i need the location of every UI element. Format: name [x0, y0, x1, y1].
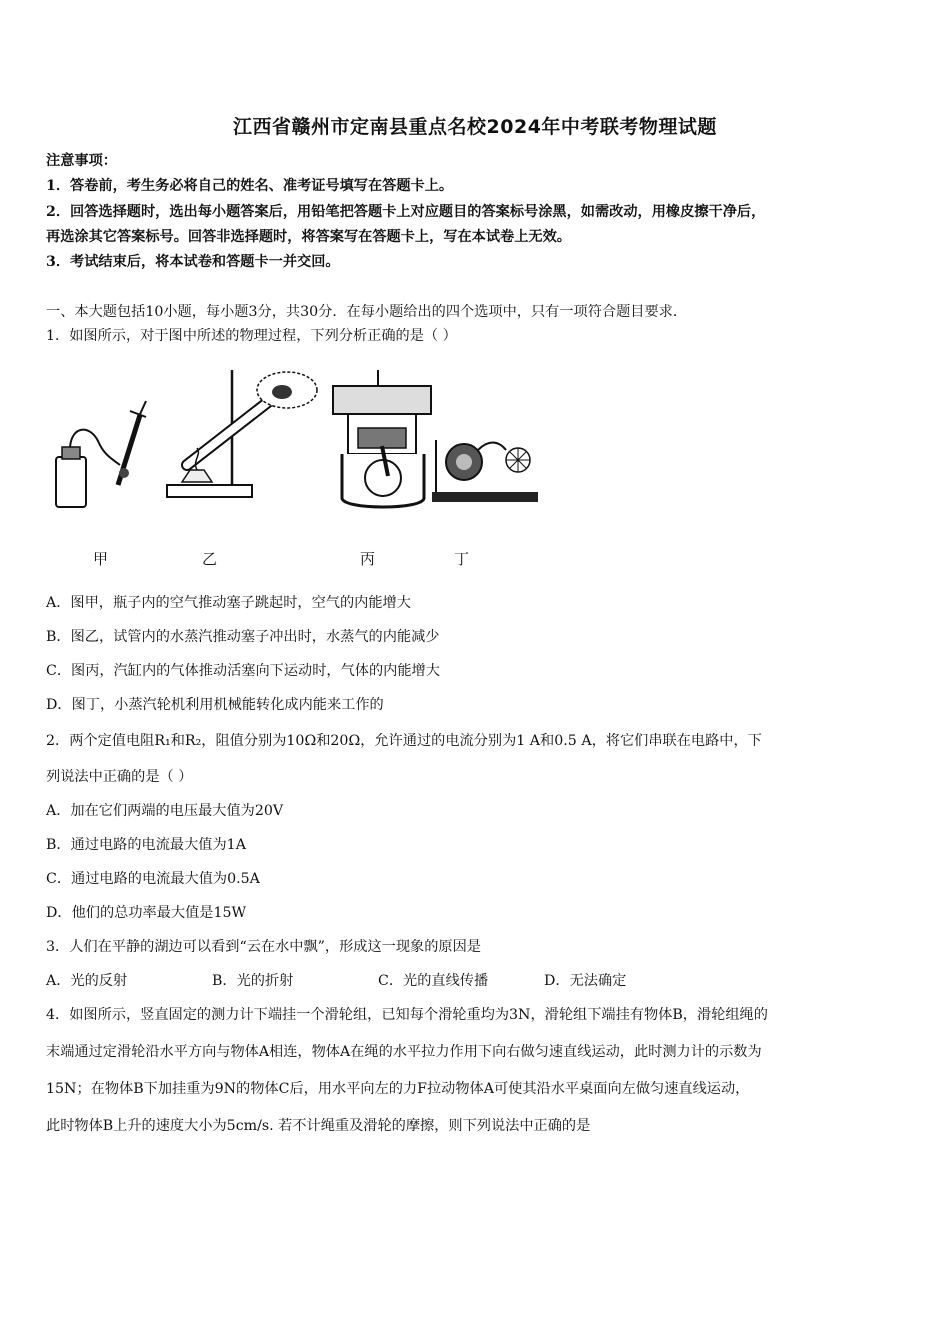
q1-option: B．图乙，试管内的水蒸汽推动塞子冲出时，水蒸气的内能减少 [46, 629, 440, 645]
q1-option: C．图丙，汽缸内的气体推动活塞向下运动时，气体的内能增大 [46, 663, 440, 679]
figure-bing-engine [328, 368, 438, 513]
q2-option: C．通过电路的电流最大值为0.5A [46, 871, 260, 887]
page-title: 江西省赣州市定南县重点名校2024年中考联考物理试题 [233, 116, 717, 138]
question-2-stem: 2．两个定值电阻R₁和R₂，阻值分别为10Ω和20Ω，允许通过的电流分别为1 A和0.5 A，将它们串联在电路中，下 [46, 733, 762, 749]
q3-options [46, 972, 910, 990]
question-1-stem: 1．如图所示，对于图中所述的物理过程，下列分析正确的是（ ） [46, 328, 457, 344]
figure-yi-test-tube [162, 360, 332, 510]
question-2-stem: 列说法中正确的是（ ） [46, 769, 193, 785]
q1-option: A．图甲，瓶子内的空气推动塞子跳起时，空气的内能增大 [46, 595, 411, 611]
q2-option: A．加在它们两端的电压最大值为20V [46, 803, 284, 819]
question-4-line: 此时物体B上升的速度大小为5cm/s. 若不计绳重及滑轮的摩擦，则下列说法中正确的是 [46, 1118, 591, 1134]
figure-label-bing: 丙 [360, 550, 376, 568]
section-heading: 一、本大题包括10小题，每小题3分，共30分．在每小题给出的四个选项中，只有一项符合题目要求． [46, 304, 688, 320]
q3-option: A．光的反射 [46, 973, 128, 989]
figure-label-ding: 丁 [454, 550, 470, 568]
question-4-line: 末端通过定滑轮沿水平方向与物体A相连，物体A在绳的水平拉力作用下向右做匀速直线运动，此时测力计的示数为 [46, 1044, 762, 1060]
figure-jia-bottle-pump [50, 395, 160, 515]
notice-item: 2．回答选择题时，选出每小题答案后，用铅笔把答题卡上对应题目的答案标号涂黑，如需改动，用橡皮擦干净后， [46, 204, 766, 220]
q2-option: D．他们的总功率最大值是15W [46, 905, 247, 921]
q1-option: D．图丁，小蒸汽轮机利用机械能转化成内能来工作的 [46, 697, 384, 713]
q3-option: D．无法确定 [544, 973, 627, 989]
q2-option: B．通过电路的电流最大值为1A [46, 837, 246, 853]
notice-heading: 注意事项： [46, 153, 117, 169]
q3-option: B．光的折射 [212, 973, 294, 989]
question-4-line: 15N；在物体B下加挂重为9N的物体C后，用水平向左的力F拉动物体A可使其沿水平桌面向左做匀速直线运动， [46, 1081, 750, 1097]
figure-label-jia: 甲 [93, 550, 109, 568]
notice-item: 再选涂其它答案标号。回答非选择题时，将答案写在答题卡上，写在本试卷上无效。 [46, 229, 571, 245]
question-4-line: 4．如图所示，竖直固定的测力计下端挂一个滑轮组，已知每个滑轮重均为3N，滑轮组下端挂有物体B，滑轮组绳的 [46, 1007, 768, 1023]
notice-item: 3．考试结束后，将本试卷和答题卡一并交回。 [46, 254, 340, 270]
q3-option: C．光的直线传播 [378, 973, 489, 989]
question-3-stem: 3．人们在平静的湖边可以看到“云在水中飘”，形成这一现象的原因是 [46, 939, 481, 955]
figure-ding-steam-turbine [428, 420, 538, 515]
figure-label-yi: 乙 [202, 550, 218, 568]
notice-item: 1．答卷前，考生务必将自己的姓名、准考证号填写在答题卡上。 [46, 178, 454, 194]
